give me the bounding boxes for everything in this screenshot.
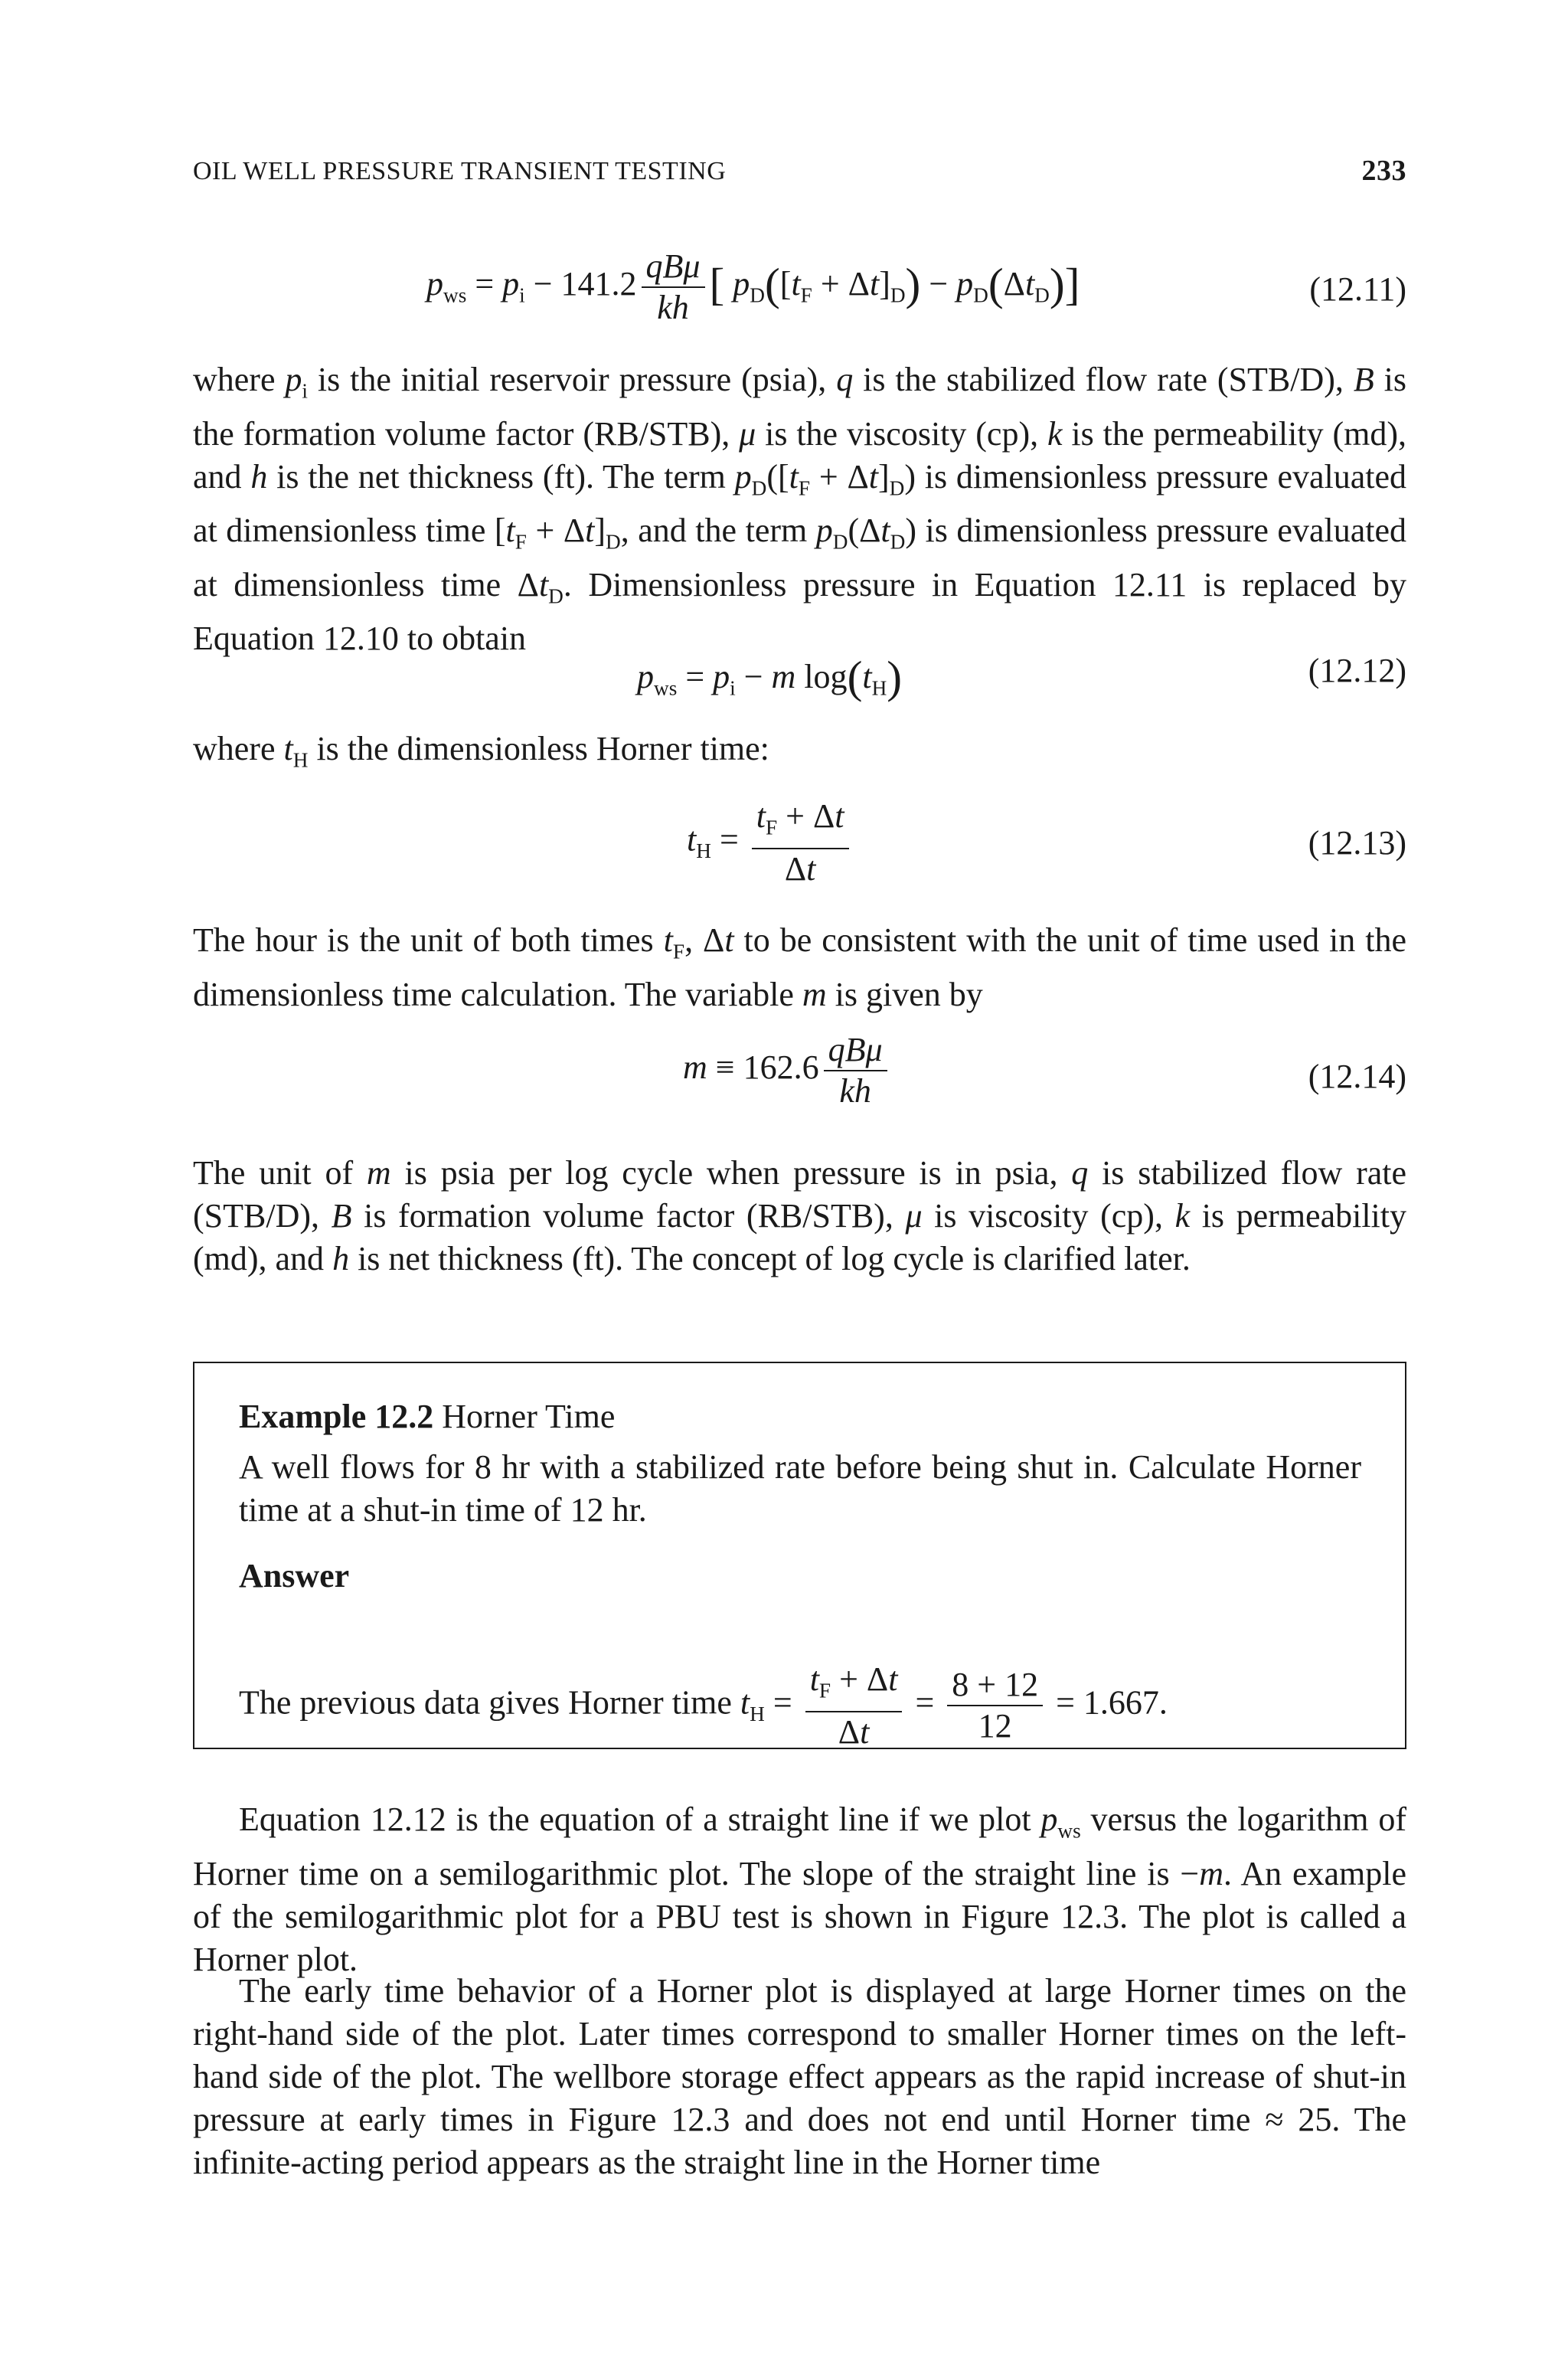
answer-denominator: 12 (978, 1707, 1012, 1745)
paragraph-unit-of-m: The unit of m is psia per log cycle when pressure is in psia, q is stabilized flow rate (STB/D), B is formation volume factor (RB/STB), μ is viscosity (cp), k is permeability (md), and h is net thickness (ft). The concept of log cycle is clarified later. (193, 1154, 1407, 1277)
example-title-text: Horner Time (442, 1398, 616, 1435)
page-number: 233 (1361, 155, 1406, 187)
equation-number: (12.13) (1308, 824, 1406, 862)
running-head-title: OIL WELL PRESSURE TRANSIENT TESTING (193, 157, 727, 185)
equation-12-13-expression: $t_H$ = $\frac{t_F + \Delta t}{\Delta t}$ (687, 796, 854, 889)
answer-numerator: 8 + 12 (947, 1665, 1043, 1706)
paragraph-time-units: The hour is the unit of both times $t_F$, Δt to be consistent with the unit of time used in the dimensionless time calculation. The variable m is given by (193, 921, 1407, 1013)
paragraph-variable-definitions: where $p_i$ is the initial reservoir pressure (psia), q is the stabilized flow rate (STB/D), B is the formation volume factor (RB/STB), μ is the viscosity (cp), k is the permeability (md), and h is the net thickness (ft). The term $p_D([t_F + \Delta t]_D)$ is dimensionless pressure evaluated at dimensionless time $[t_F + \Delta t]_D$, and the term $p_D(\Delta t_D)$ is dimensionless pressure evaluated at dimensionless time $\Delta t_D$. Dimensionless pressure in Equation 12.11 is replaced by Equation 12.10 to obtain (193, 361, 1407, 658)
answer-result: = 1.667. (1047, 1683, 1168, 1722)
equation-number: (12.11) (1309, 270, 1406, 308)
equation-12-11-expression: $p_{ws} = p_i - 141.2$ $\frac{\text{qBμ}}{kh}$ [ $p_D([t_F + \Delta t]_D) - p_D(\Delta t_D)$] (426, 247, 1080, 326)
example-title (239, 1395, 1361, 1438)
example-content (239, 1395, 1361, 1751)
example-answer-heading: Answer (239, 1557, 350, 1594)
equation-12-13 (193, 796, 1406, 896)
example-box (193, 1362, 1406, 1749)
equation-number: (12.14) (1308, 1058, 1406, 1095)
running-header (193, 157, 1406, 195)
paragraph-straight-line: Equation 12.12 is the equation of a straight line if we plot $p_{ws}$ versus the logarithm of Horner time on a semilogarithmic plot. The slope of the straight line is −m. An example of the semilogarithmic plot for a PBU test is shown in Figure 12.3. The plot is called a Horner plot. (193, 1801, 1406, 1978)
paragraph-early-time-behavior: The early time behavior of a Horner plot is displayed at large Horner times on the right-hand side of the plot. Later times correspond to smaller Horner times on the left-hand side of the plot. The wellbore storage effect appears as the rapid increase of shut-in pressure at early times in Figure 12.3 and does not end until Horner time ≈ 25. The infinite-acting period appears as the straight line in the Horner time (193, 1972, 1406, 2181)
paragraph-horner-time-intro: where $t_H$ is the dimensionless Horner time: (193, 730, 769, 772)
example-answer: The previous data gives Horner time $t_H$ = $\frac{t_F + \Delta t}{\Delta t}$ = $\frac{8 + 12}{12}$ = 1.667. (239, 1660, 1168, 1751)
example-body: A well flows for 8 hr with a stabilized rate before being shut in. Calculate Horner time at a shut-in time of 12 hr. (239, 1448, 1361, 1529)
example-label: Example 12.2 (239, 1398, 434, 1435)
equation-12-11 (193, 247, 1406, 331)
equation-12-12-expression: $p_{ws} = p_i - m$ $\log(t_H)$ (637, 652, 903, 702)
page (193, 0, 1406, 2368)
equation-12-14 (193, 1030, 1406, 1130)
equation-12-12 (193, 651, 1406, 705)
equation-number: (12.12) (1308, 652, 1406, 689)
equation-12-14-expression: m ≡ 162.6 $\frac{\text{qBμ}}{kh}$ (683, 1030, 892, 1111)
